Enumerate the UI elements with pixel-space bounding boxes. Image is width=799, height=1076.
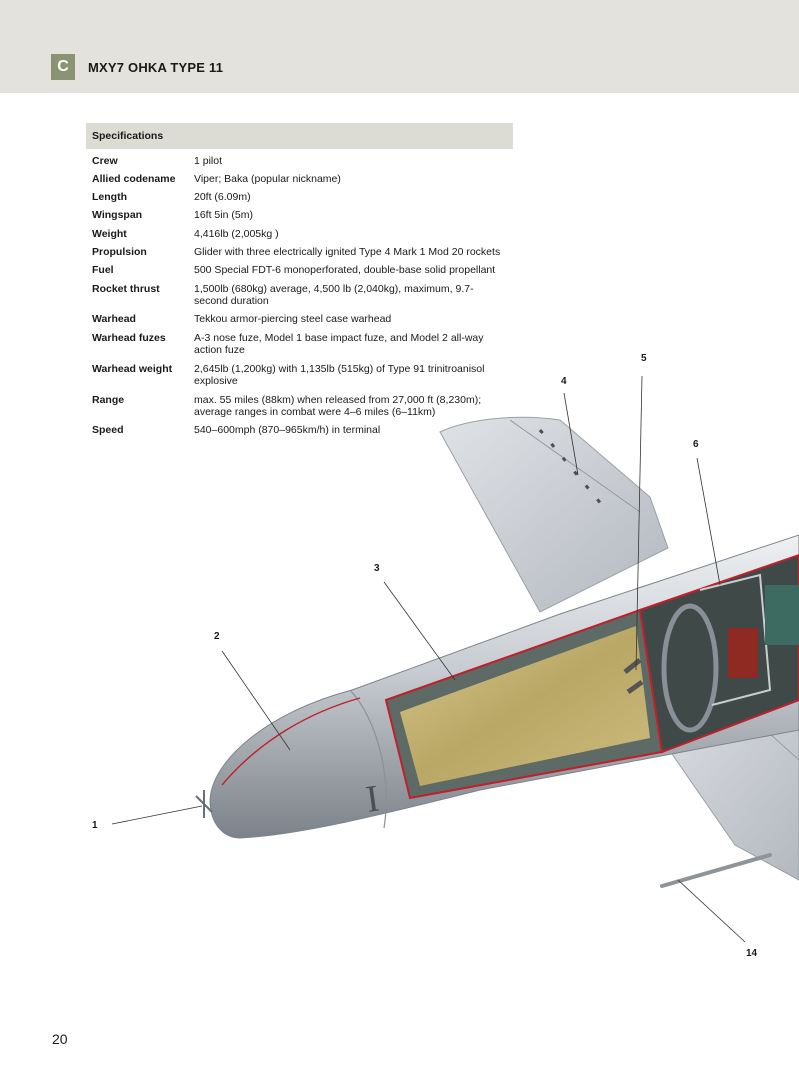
callout-3: 3 bbox=[374, 563, 380, 574]
spec-value: Viper; Baka (popular nickname) bbox=[194, 173, 341, 185]
callout-1: 1 bbox=[92, 820, 98, 831]
nose-fuze bbox=[196, 790, 212, 818]
specifications-heading: Specifications bbox=[92, 130, 164, 142]
spec-value: 500 Special FDT-6 monoperforated, double-base solid propellant bbox=[194, 264, 496, 276]
plate-title: MXY7 OHKA TYPE 11 bbox=[88, 60, 224, 75]
callout-14: 14 bbox=[746, 948, 758, 959]
spec-key: Weight bbox=[92, 228, 127, 240]
spec-key: Crew bbox=[92, 155, 118, 167]
callout-5: 5 bbox=[641, 353, 647, 364]
pitot-tube bbox=[662, 855, 770, 886]
spec-key: Range bbox=[92, 394, 125, 406]
spec-value: 540–600mph (870–965km/h) in terminal bbox=[194, 424, 381, 436]
fuselage-marking: I bbox=[363, 777, 382, 821]
spec-value: 16ft 5in (5m) bbox=[194, 209, 253, 221]
spec-value: 4,416lb (2,005kg ) bbox=[194, 228, 279, 240]
section-badge: C bbox=[51, 54, 75, 80]
spec-value: Tekkou armor-piercing steel case warhead bbox=[194, 313, 392, 325]
spec-key: Fuel bbox=[92, 264, 114, 276]
spec-key: Allied codename bbox=[92, 173, 176, 185]
spec-value: Glider with three electrically ignited Type 4 Mark 1 Mod 20 rockets bbox=[194, 246, 501, 258]
callout-6: 6 bbox=[693, 439, 699, 450]
callout-2: 2 bbox=[214, 631, 220, 642]
spec-key: Length bbox=[92, 191, 127, 203]
spec-key: Warhead weight bbox=[92, 363, 173, 375]
spec-key: Speed bbox=[92, 424, 124, 436]
instrument-panel bbox=[765, 585, 799, 645]
spec-value: 20ft (6.09m) bbox=[194, 191, 251, 203]
spec-key: Warhead bbox=[92, 313, 136, 325]
spec-value: 1 pilot bbox=[194, 155, 223, 167]
spec-key: Wingspan bbox=[92, 209, 143, 221]
spec-value: max. 55 miles (88km) when released from 27,000 ft (8,230m); average ranges in combat were 4–6 miles (6–11km) bbox=[194, 394, 482, 418]
spec-key: Warhead fuzes bbox=[92, 332, 166, 344]
battery-box bbox=[728, 628, 758, 678]
spec-value: 1,500lb (680kg) average, 4,500 lb (2,040kg), maximum, 9.7-second duration bbox=[194, 283, 474, 307]
callout-4: 4 bbox=[561, 376, 567, 387]
page-number: 20 bbox=[52, 1031, 68, 1047]
spec-key: Propulsion bbox=[92, 246, 147, 258]
spec-value: A-3 nose fuze, Model 1 base impact fuze, and Model 2 all-way action fuze bbox=[194, 332, 484, 356]
spec-value: 2,645lb (1,200kg) with 1,135lb (515kg) of Type 91 trinitroanisol explosive bbox=[194, 363, 485, 387]
spec-key: Rocket thrust bbox=[92, 283, 160, 295]
